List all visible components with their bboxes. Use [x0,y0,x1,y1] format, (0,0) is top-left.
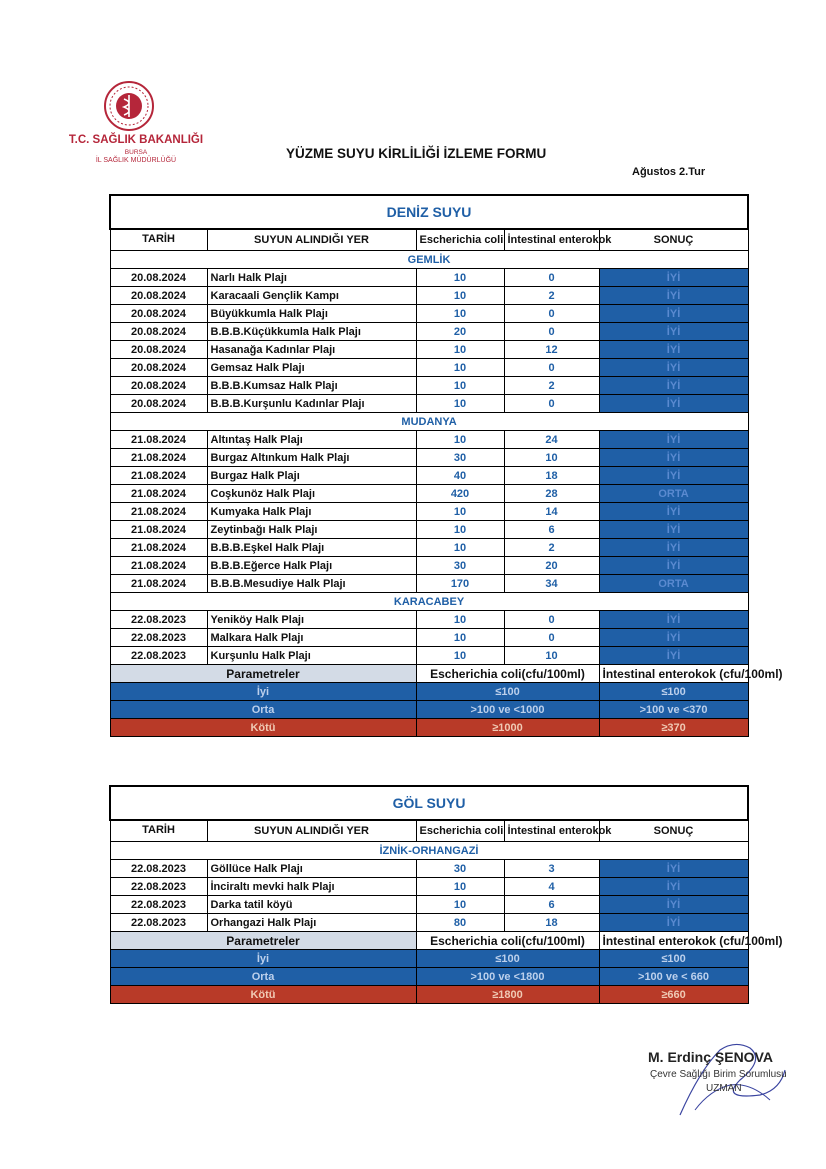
table-row [110,431,748,449]
result-badge: İYİ [599,359,748,377]
result-badge: İYİ [599,287,748,305]
sample-date: 20.08.2024 [110,269,207,287]
signatory-title: UZMAN [706,1083,742,1094]
table-row [110,878,748,896]
ecoli-value: 30 [416,860,504,878]
sample-place: Büyükkumla Halk Plajı [207,305,416,323]
sample-date: 21.08.2024 [110,575,207,593]
ecoli-value: 10 [416,269,504,287]
enterococcus-value: 0 [504,629,599,647]
document-title: YÜZME SUYU KİRLİLİĞİ İZLEME FORMU [286,146,547,161]
result-badge: İYİ [599,557,748,575]
column-header-row [110,820,748,842]
region-row [110,251,748,269]
sample-place: Göllüce Halk Plajı [207,860,416,878]
enterococcus-limit: >100 ve < 660 [599,968,748,986]
ecoli-value: 10 [416,878,504,896]
enterococcus-value: 0 [504,323,599,341]
parameters-header-row [110,932,748,950]
result-badge: İYİ [599,467,748,485]
section-title: DENİZ SUYU [110,195,748,229]
signatory-role: Çevre Sağlığı Birim Sorumlusu [650,1069,787,1080]
ecoli-limit: ≤100 [416,950,599,968]
enterococcus-value: 3 [504,860,599,878]
enterococcus-limit: ≥660 [599,986,748,1004]
column-place: SUYUN ALINDIĞI YER [207,820,416,842]
enterococcus-value: 18 [504,467,599,485]
org-name: T.C. SAĞLIK BAKANLIĞI [68,134,204,146]
enterococcus-value: 6 [504,521,599,539]
result-badge: İYİ [599,431,748,449]
sample-date: 20.08.2024 [110,377,207,395]
sample-date: 21.08.2024 [110,449,207,467]
document-period: Ağustos 2.Tur [632,166,706,178]
table-row [110,503,748,521]
ecoli-limit: ≥1000 [416,719,599,737]
result-badge: ORTA [599,485,748,503]
ecoli-value: 30 [416,449,504,467]
ecoli-value: 40 [416,467,504,485]
table-row [110,269,748,287]
enterococcus-value: 20 [504,557,599,575]
result-badge: İYİ [599,521,748,539]
column-result: SONUÇ [599,229,748,251]
sample-place: Kurşunlu Halk Plajı [207,647,416,665]
enterococcus-limit: ≤100 [599,683,748,701]
section-title-row [110,195,748,229]
region-row [110,842,748,860]
sample-date: 21.08.2024 [110,557,207,575]
sample-date: 22.08.2023 [110,647,207,665]
sea-water-table [109,194,783,737]
parameters-label: Parametreler [110,932,416,950]
sample-place: Orhangazi Halk Plajı [207,914,416,932]
sample-place: B.B.B.Küçükkumla Halk Plajı [207,323,416,341]
result-badge: İYİ [599,896,748,914]
sample-place: Yeniköy Halk Plajı [207,611,416,629]
sample-date: 21.08.2024 [110,521,207,539]
sample-place: Darka tatil köyü [207,896,416,914]
table-row [110,575,748,593]
sample-date: 21.08.2024 [110,503,207,521]
quality-class: İyi [110,683,416,701]
sample-date: 20.08.2024 [110,359,207,377]
result-badge: İYİ [599,629,748,647]
quality-class: Kötü [110,986,416,1004]
section-title-row [110,786,748,820]
table-row [110,305,748,323]
table-row [110,287,748,305]
table-row [110,629,748,647]
region-name: KARACABEY [110,593,748,611]
enterococcus-value: 10 [504,647,599,665]
result-badge: İYİ [599,878,748,896]
sample-place: B.B.B.Eşkel Halk Plajı [207,539,416,557]
table-row [110,539,748,557]
table-row [110,323,748,341]
ecoli-limit: >100 ve <1800 [416,968,599,986]
ecoli-value: 10 [416,359,504,377]
enterococcus-value: 18 [504,914,599,932]
sample-place: Burgaz Altınkum Halk Plajı [207,449,416,467]
ecoli-value: 10 [416,287,504,305]
quality-class: Kötü [110,719,416,737]
result-badge: İYİ [599,539,748,557]
result-badge: İYİ [599,860,748,878]
ecoli-value: 420 [416,485,504,503]
ecoli-value: 10 [416,377,504,395]
ecoli-limit-header: Escherichia coli(cfu/100ml) [416,665,599,683]
result-badge: İYİ [599,269,748,287]
result-badge: İYİ [599,305,748,323]
result-badge: İYİ [599,341,748,359]
table-row [110,341,748,359]
ecoli-value: 10 [416,896,504,914]
sample-place: Karacaali Gençlik Kampı [207,287,416,305]
result-badge: ORTA [599,575,748,593]
column-enterococcus: İntestinal enterokok [504,229,599,251]
enterococcus-value: 0 [504,611,599,629]
parameters-label: Parametreler [110,665,416,683]
table-row [110,395,748,413]
enterococcus-value: 28 [504,485,599,503]
table-row [110,647,748,665]
column-place: SUYUN ALINDIĞI YER [207,229,416,251]
table-row [110,611,748,629]
org-city: BURSA [124,149,148,156]
quality-class: İyi [110,950,416,968]
signatory-name: M. Erdinç ŞENOVA [648,1049,773,1065]
enterococcus-value: 4 [504,878,599,896]
table-row [110,377,748,395]
parameter-row [110,719,748,737]
sample-place: B.B.B.Kurşunlu Kadınlar Plajı [207,395,416,413]
enterococcus-value: 6 [504,896,599,914]
region-name: MUDANYA [110,413,748,431]
ecoli-value: 170 [416,575,504,593]
enterococcus-value: 2 [504,539,599,557]
result-badge: İYİ [599,377,748,395]
sample-place: Zeytinbağı Halk Plajı [207,521,416,539]
sample-place: Narlı Halk Plajı [207,269,416,287]
sample-date: 20.08.2024 [110,305,207,323]
enterococcus-limit: ≥370 [599,719,748,737]
sample-date: 20.08.2024 [110,323,207,341]
region-row [110,413,748,431]
ecoli-value: 10 [416,395,504,413]
parameters-header-row [110,665,748,683]
column-ecoli: Escherichia coli [416,820,504,842]
enterococcus-value: 0 [504,305,599,323]
enterococcus-value: 24 [504,431,599,449]
sample-place: Burgaz Halk Plajı [207,467,416,485]
ecoli-value: 10 [416,305,504,323]
parameter-row [110,701,748,719]
quality-class: Orta [110,701,416,719]
ecoli-value: 10 [416,539,504,557]
enterococcus-limit: ≤100 [599,950,748,968]
column-date: TARİH [110,229,207,251]
enterococcus-value: 10 [504,449,599,467]
table-row [110,449,748,467]
enterococcus-value: 0 [504,359,599,377]
parameter-row [110,986,748,1004]
ecoli-value: 10 [416,341,504,359]
table-row [110,557,748,575]
parameter-row [110,968,748,986]
sample-date: 22.08.2023 [110,914,207,932]
sample-place: Kumyaka Halk Plajı [207,503,416,521]
enterococcus-value: 34 [504,575,599,593]
parameter-row [110,683,748,701]
enterococcus-value: 14 [504,503,599,521]
section-title: GÖL SUYU [110,786,748,820]
sample-place: B.B.B.Mesudiye Halk Plajı [207,575,416,593]
sample-date: 22.08.2023 [110,611,207,629]
sample-place: Hasanağa Kadınlar Plajı [207,341,416,359]
ecoli-value: 80 [416,914,504,932]
sample-place: Gemsaz Halk Plajı [207,359,416,377]
ecoli-value: 10 [416,611,504,629]
column-ecoli: Escherichia coli [416,229,504,251]
enterococcus-limit-header: İntestinal enterokok (cfu/100ml) [599,932,748,950]
sample-date: 22.08.2023 [110,896,207,914]
enterococcus-value: 12 [504,341,599,359]
ecoli-limit: ≥1800 [416,986,599,1004]
ecoli-value: 10 [416,503,504,521]
sample-date: 22.08.2023 [110,629,207,647]
sample-date: 21.08.2024 [110,467,207,485]
region-name: İZNİK-ORHANGAZİ [110,842,748,860]
table-row [110,467,748,485]
column-date: TARİH [110,820,207,842]
enterococcus-limit-header: İntestinal enterokok (cfu/100ml) [599,665,748,683]
ecoli-value: 10 [416,629,504,647]
enterococcus-value: 2 [504,377,599,395]
ecoli-value: 10 [416,647,504,665]
ecoli-value: 10 [416,521,504,539]
sample-place: B.B.B.Eğerce Halk Plajı [207,557,416,575]
sample-date: 22.08.2023 [110,860,207,878]
table-row [110,914,748,932]
enterococcus-value: 2 [504,287,599,305]
sample-date: 21.08.2024 [110,485,207,503]
ecoli-value: 10 [416,431,504,449]
ecoli-limit: >100 ve <1000 [416,701,599,719]
region-name: GEMLİK [110,251,748,269]
ecoli-limit-header: Escherichia coli(cfu/100ml) [416,932,599,950]
result-badge: İYİ [599,395,748,413]
lake-water-table [109,785,783,1004]
table-row [110,896,748,914]
enterococcus-value: 0 [504,395,599,413]
ecoli-limit: ≤100 [416,683,599,701]
region-row [110,593,748,611]
result-badge: İYİ [599,647,748,665]
result-badge: İYİ [599,611,748,629]
sample-place: Altıntaş Halk Plajı [207,431,416,449]
result-badge: İYİ [599,449,748,467]
ecoli-value: 30 [416,557,504,575]
table-row [110,521,748,539]
result-badge: İYİ [599,323,748,341]
table-row [110,485,748,503]
sample-date: 20.08.2024 [110,287,207,305]
enterococcus-limit: >100 ve <370 [599,701,748,719]
sample-date: 20.08.2024 [110,341,207,359]
table-row [110,860,748,878]
sample-place: Malkara Halk Plajı [207,629,416,647]
ministry-logo [103,80,155,132]
sample-date: 20.08.2024 [110,395,207,413]
result-badge: İYİ [599,914,748,932]
table-row [110,359,748,377]
result-badge: İYİ [599,503,748,521]
parameter-row [110,950,748,968]
sample-date: 22.08.2023 [110,878,207,896]
sample-place: B.B.B.Kumsaz Halk Plajı [207,377,416,395]
column-result: SONUÇ [599,820,748,842]
column-header-row [110,229,748,251]
ecoli-value: 20 [416,323,504,341]
quality-class: Orta [110,968,416,986]
sample-date: 21.08.2024 [110,431,207,449]
sample-place: Coşkunöz Halk Plajı [207,485,416,503]
sample-date: 21.08.2024 [110,539,207,557]
column-enterococcus: İntestinal enterokok [504,820,599,842]
sample-place: İnciraltı mevki halk Plajı [207,878,416,896]
org-directorate: İL SAĞLIK MÜDÜRLÜĞÜ [95,157,177,164]
enterococcus-value: 0 [504,269,599,287]
